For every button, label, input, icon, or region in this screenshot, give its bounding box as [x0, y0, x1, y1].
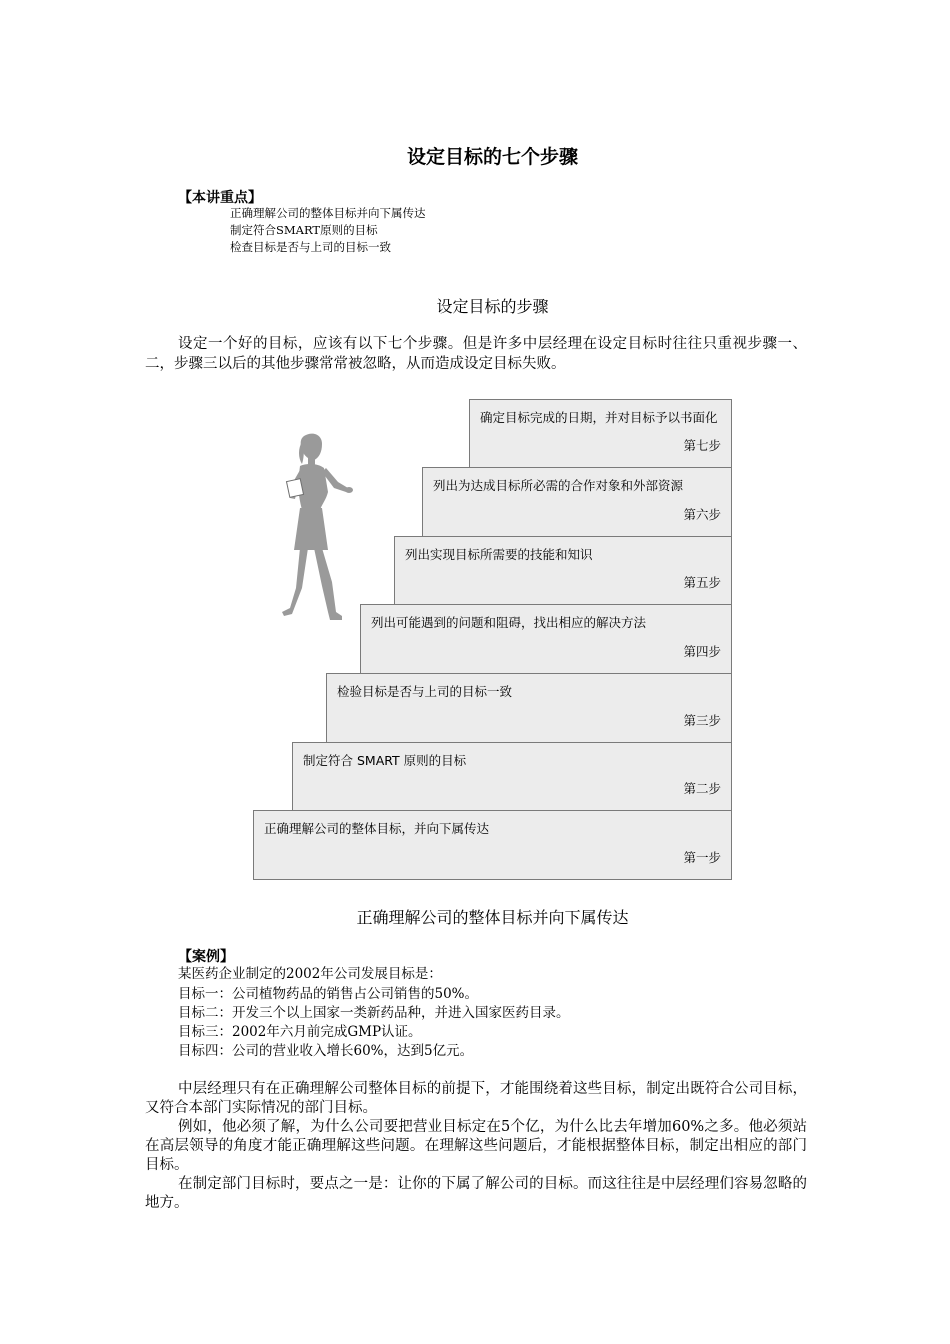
key-points-heading: 【本讲重点】 [178, 190, 262, 206]
key-point-item: 制定符合SMART原则的目标 [230, 223, 378, 237]
step-1 [253, 810, 732, 880]
step-2-label: 第二步 [683, 781, 721, 796]
step-7 [469, 399, 732, 468]
step-4-label: 第四步 [683, 644, 721, 659]
body-paragraph: 在制定部门目标时，要点之一是：让你的下属了解公司的目标。而这往往是中层经理们容易忽略的地方。 [145, 1176, 807, 1211]
case-line: 目标四：公司的营业收入增长60%，达到5亿元。 [178, 1043, 474, 1059]
step-7-label: 第七步 [683, 438, 721, 453]
walking-woman-figure [276, 432, 356, 632]
body-paragraph: 中层经理只有在正确理解公司整体目标的前提下，才能围绕着这些目标，制定出既符合公司目标，又符合本部门实际情况的部门目标。 [145, 1081, 807, 1116]
step-4-text: 列出可能遇到的问题和阻碍，找出相应的解决方法 [371, 615, 647, 630]
case-heading: 【案例】 [178, 949, 234, 965]
section-heading-understand: 正确理解公司的整体目标并向下属传达 [356, 908, 629, 927]
case-line: 目标二：开发三个以上国家一类新药品种，并进入国家医药目录。 [178, 1005, 570, 1021]
step-6-text: 列出为达成目标所必需的合作对象和外部资源 [433, 478, 684, 493]
key-point-item: 正确理解公司的整体目标并向下属传达 [230, 206, 426, 220]
step-3-text: 检验目标是否与上司的目标一致 [337, 684, 513, 699]
intro-paragraph: 设定一个好的目标，应该有以下七个步骤。但是许多中层经理在设定目标时往往只重视步骤一、二，步骤三以后的其他步骤常常被忽略，从而造成设定目标失败。 [145, 336, 807, 372]
step-1-label: 第一步 [683, 850, 721, 865]
step-7-text: 确定目标完成的日期，并对目标予以书面化 [480, 410, 718, 425]
step-3 [326, 673, 732, 743]
step-2-text: 制定符合 SMART 原则的目标 [303, 753, 467, 768]
section-heading-steps: 设定目标的步骤 [436, 297, 549, 316]
body-paragraphs [145, 1080, 807, 1213]
page-title: 设定目标的七个步骤 [406, 146, 578, 168]
step-5 [394, 536, 732, 605]
case-line: 某医药企业制定的2002年公司发展目标是： [178, 966, 442, 982]
step-2 [292, 742, 732, 811]
body-paragraph: 例如，他必须了解，为什么公司要把营业目标定在5个亿，为什么比去年增加60%之多。他必须站在高层领导的角度才能正确理解这些问题。在理解这些问题后，才能根据整体目标，制定出相应的部门目标。 [145, 1119, 807, 1173]
step-5-text: 列出实现目标所需要的技能和知识 [405, 547, 593, 562]
step-6-label: 第六步 [683, 507, 721, 522]
step-5-label: 第五步 [683, 575, 721, 590]
key-point-item: 检查目标是否与上司的目标一致 [230, 240, 391, 254]
case-line: 目标三：2002年六月前完成GMP认证。 [178, 1024, 422, 1040]
step-1-text: 正确理解公司的整体目标，并向下属传达 [264, 821, 490, 836]
case-line: 目标一：公司植物药品的销售占公司销售的50%。 [178, 986, 479, 1002]
step-3-label: 第三步 [683, 713, 721, 728]
step-4 [360, 604, 732, 674]
step-6 [422, 467, 732, 537]
